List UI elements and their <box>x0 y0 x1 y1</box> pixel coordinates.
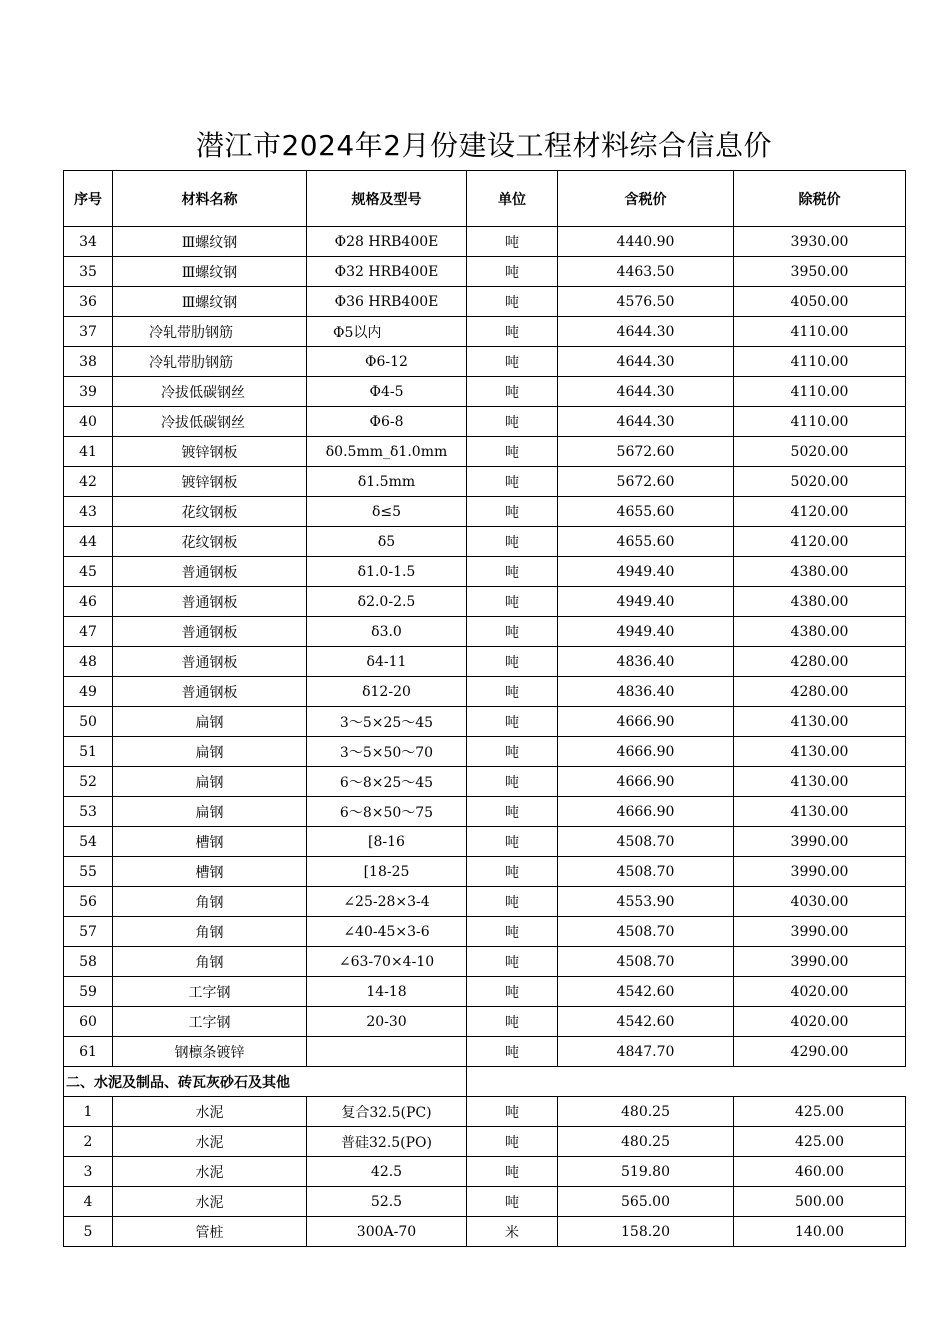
price-tax-cell: 4508.70 <box>558 827 734 857</box>
material-cell: 镀锌钢板 <box>113 467 307 497</box>
unit-cell: 吨 <box>467 317 558 347</box>
price-notax-cell: 425.00 <box>734 1097 906 1127</box>
price-tax-cell: 4644.30 <box>558 407 734 437</box>
spec-cell: [8-16 <box>307 827 467 857</box>
table-header-row <box>64 171 906 227</box>
table-row <box>64 797 906 827</box>
seq-cell: 58 <box>64 947 113 977</box>
material-cell: 冷轧带肋钢筋 <box>113 317 307 347</box>
unit-cell: 吨 <box>467 257 558 287</box>
price-tax-cell: 4576.50 <box>558 287 734 317</box>
seq-cell: 56 <box>64 887 113 917</box>
spec-cell: δ2.0-2.5 <box>307 587 467 617</box>
table-row <box>64 887 906 917</box>
price-notax-cell: 4380.00 <box>734 587 906 617</box>
material-cell: Ⅲ螺纹钢 <box>113 257 307 287</box>
material-cell: 花纹钢板 <box>113 527 307 557</box>
spec-cell: 14-18 <box>307 977 467 1007</box>
price-tax-cell: 158.20 <box>558 1217 734 1247</box>
seq-cell: 40 <box>64 407 113 437</box>
spec-cell: ∠63-70×4-10 <box>307 947 467 977</box>
material-cell: 水泥 <box>113 1187 307 1217</box>
price-notax-cell: 3930.00 <box>734 227 906 257</box>
unit-cell: 吨 <box>467 1157 558 1187</box>
price-notax-cell: 4110.00 <box>734 347 906 377</box>
seq-cell: 53 <box>64 797 113 827</box>
price-notax-cell: 4020.00 <box>734 977 906 1007</box>
table-row <box>64 1097 906 1127</box>
table-row <box>64 287 906 317</box>
seq-cell: 50 <box>64 707 113 737</box>
price-tax-cell: 4655.60 <box>558 497 734 527</box>
table-row <box>64 677 906 707</box>
spec-cell: δ0.5mm_δ1.0mm <box>307 437 467 467</box>
header-material: 材料名称 <box>113 171 307 227</box>
header-price-tax: 含税价 <box>558 171 734 227</box>
table-row <box>64 437 906 467</box>
spec-cell: 普硅32.5(PO) <box>307 1127 467 1157</box>
material-cell: 花纹钢板 <box>113 497 307 527</box>
unit-cell: 吨 <box>467 407 558 437</box>
spec-cell: [18-25 <box>307 857 467 887</box>
spec-cell: ∠40-45×3-6 <box>307 917 467 947</box>
price-notax-cell: 4050.00 <box>734 287 906 317</box>
unit-cell: 吨 <box>467 497 558 527</box>
price-notax-cell: 4110.00 <box>734 317 906 347</box>
section-heading: 二、水泥及制品、砖瓦灰砂石及其他 <box>64 1067 467 1097</box>
unit-cell: 吨 <box>467 677 558 707</box>
material-cell: 冷拔低碳钢丝 <box>113 407 307 437</box>
unit-cell: 吨 <box>467 1187 558 1217</box>
material-cell: 角钢 <box>113 947 307 977</box>
price-tax-cell: 4836.40 <box>558 647 734 677</box>
spec-cell: Φ36 HRB400E <box>307 287 467 317</box>
unit-cell: 吨 <box>467 857 558 887</box>
seq-cell: 48 <box>64 647 113 677</box>
table-row <box>64 377 906 407</box>
spec-cell: 6～8×25～45 <box>307 767 467 797</box>
price-tax-cell: 565.00 <box>558 1187 734 1217</box>
material-cell: 水泥 <box>113 1157 307 1187</box>
seq-cell: 54 <box>64 827 113 857</box>
spec-cell: Φ6-8 <box>307 407 467 437</box>
seq-cell: 4 <box>64 1187 113 1217</box>
table-row <box>64 557 906 587</box>
price-tax-cell: 480.25 <box>558 1127 734 1157</box>
table-row <box>64 767 906 797</box>
unit-cell: 吨 <box>467 227 558 257</box>
seq-cell: 37 <box>64 317 113 347</box>
price-tax-cell: 5672.60 <box>558 437 734 467</box>
material-cell: 扁钢 <box>113 767 307 797</box>
price-tax-cell: 4655.60 <box>558 527 734 557</box>
price-tax-cell: 4949.40 <box>558 587 734 617</box>
spec-cell: δ3.0 <box>307 617 467 647</box>
price-notax-cell: 460.00 <box>734 1157 906 1187</box>
price-notax-cell: 3950.00 <box>734 257 906 287</box>
page-title: 潜江市2024年2月份建设工程材料综合信息价 <box>195 129 773 162</box>
price-tax-cell: 4508.70 <box>558 857 734 887</box>
unit-cell: 吨 <box>467 527 558 557</box>
spec-cell: δ5 <box>307 527 467 557</box>
seq-cell: 3 <box>64 1157 113 1187</box>
price-tax-cell: 480.25 <box>558 1097 734 1127</box>
spec-cell: 6～8×50～75 <box>307 797 467 827</box>
price-tax-cell: 4847.70 <box>558 1037 734 1067</box>
unit-cell: 吨 <box>467 587 558 617</box>
spec-cell: 52.5 <box>307 1187 467 1217</box>
price-notax-cell: 4380.00 <box>734 617 906 647</box>
price-tax-cell: 4644.30 <box>558 347 734 377</box>
price-tax-cell: 4463.50 <box>558 257 734 287</box>
price-notax-cell: 3990.00 <box>734 917 906 947</box>
section-blank <box>467 1067 906 1097</box>
seq-cell: 47 <box>64 617 113 647</box>
spec-cell: 300A-70 <box>307 1217 467 1247</box>
price-tax-cell: 5672.60 <box>558 467 734 497</box>
material-cell: Ⅲ螺纹钢 <box>113 227 307 257</box>
price-notax-cell: 4280.00 <box>734 677 906 707</box>
seq-cell: 44 <box>64 527 113 557</box>
material-cell: 普通钢板 <box>113 587 307 617</box>
seq-cell: 5 <box>64 1217 113 1247</box>
material-cell: 镀锌钢板 <box>113 437 307 467</box>
material-cell: 普通钢板 <box>113 557 307 587</box>
spec-cell <box>307 1037 467 1067</box>
seq-cell: 35 <box>64 257 113 287</box>
price-notax-cell: 5020.00 <box>734 467 906 497</box>
table-row <box>64 467 906 497</box>
price-notax-cell: 4380.00 <box>734 557 906 587</box>
price-notax-cell: 4130.00 <box>734 737 906 767</box>
seq-cell: 59 <box>64 977 113 1007</box>
price-notax-cell: 4130.00 <box>734 707 906 737</box>
spec-cell: 42.5 <box>307 1157 467 1187</box>
spec-cell: Φ4-5 <box>307 377 467 407</box>
material-cell: 普通钢板 <box>113 677 307 707</box>
seq-cell: 51 <box>64 737 113 767</box>
table-row <box>64 317 906 347</box>
seq-cell: 52 <box>64 767 113 797</box>
unit-cell: 吨 <box>467 287 558 317</box>
material-cell: 冷拔低碳钢丝 <box>113 377 307 407</box>
table-row <box>64 917 906 947</box>
seq-cell: 1 <box>64 1097 113 1127</box>
seq-cell: 46 <box>64 587 113 617</box>
spec-cell: Φ28 HRB400E <box>307 227 467 257</box>
spec-cell: Φ32 HRB400E <box>307 257 467 287</box>
spec-cell: δ≤5 <box>307 497 467 527</box>
table-row <box>64 527 906 557</box>
table-row <box>64 617 906 647</box>
unit-cell: 吨 <box>467 1037 558 1067</box>
section-row <box>64 1067 906 1097</box>
seq-cell: 41 <box>64 437 113 467</box>
material-cell: 角钢 <box>113 887 307 917</box>
price-tax-cell: 4666.90 <box>558 707 734 737</box>
spec-cell: 复合32.5(PC) <box>307 1097 467 1127</box>
spec-cell: δ12-20 <box>307 677 467 707</box>
material-cell: 普通钢板 <box>113 647 307 677</box>
spec-cell: δ4-11 <box>307 647 467 677</box>
price-tax-cell: 4644.30 <box>558 377 734 407</box>
table-row <box>64 1127 906 1157</box>
header-price-notax: 除税价 <box>734 171 906 227</box>
seq-cell: 38 <box>64 347 113 377</box>
table-row <box>64 227 906 257</box>
unit-cell: 吨 <box>467 647 558 677</box>
price-notax-cell: 4030.00 <box>734 887 906 917</box>
price-notax-cell: 4110.00 <box>734 407 906 437</box>
table-row <box>64 587 906 617</box>
table-row <box>64 737 906 767</box>
table-row <box>64 647 906 677</box>
spec-cell: Φ6-12 <box>307 347 467 377</box>
material-cell: 扁钢 <box>113 707 307 737</box>
price-tax-cell: 4949.40 <box>558 617 734 647</box>
material-cell: 工字钢 <box>113 1007 307 1037</box>
price-notax-cell: 4280.00 <box>734 647 906 677</box>
price-notax-cell: 4120.00 <box>734 497 906 527</box>
spec-cell: 3～5×25～45 <box>307 707 467 737</box>
material-cell: 角钢 <box>113 917 307 947</box>
price-notax-cell: 5020.00 <box>734 437 906 467</box>
spec-cell: ∠25-28×3-4 <box>307 887 467 917</box>
price-notax-cell: 3990.00 <box>734 857 906 887</box>
unit-cell: 吨 <box>467 377 558 407</box>
unit-cell: 吨 <box>467 437 558 467</box>
price-tax-cell: 4666.90 <box>558 737 734 767</box>
price-tax-cell: 4508.70 <box>558 947 734 977</box>
seq-cell: 39 <box>64 377 113 407</box>
price-notax-cell: 4130.00 <box>734 797 906 827</box>
seq-cell: 42 <box>64 467 113 497</box>
material-cell: 冷轧带肋钢筋 <box>113 347 307 377</box>
seq-cell: 55 <box>64 857 113 887</box>
table-row <box>64 827 906 857</box>
seq-cell: 2 <box>64 1127 113 1157</box>
material-cell: 扁钢 <box>113 737 307 767</box>
unit-cell: 吨 <box>467 617 558 647</box>
material-cell: 扁钢 <box>113 797 307 827</box>
material-cell: 管桩 <box>113 1217 307 1247</box>
price-tax-cell: 4508.70 <box>558 917 734 947</box>
unit-cell: 吨 <box>467 797 558 827</box>
price-tax-cell: 4949.40 <box>558 557 734 587</box>
spec-cell: 20-30 <box>307 1007 467 1037</box>
price-notax-cell: 500.00 <box>734 1187 906 1217</box>
price-notax-cell: 425.00 <box>734 1127 906 1157</box>
price-tax-cell: 519.80 <box>558 1157 734 1187</box>
table-row <box>64 1007 906 1037</box>
header-unit: 单位 <box>467 171 558 227</box>
price-notax-cell: 4130.00 <box>734 767 906 797</box>
header-seq: 序号 <box>64 171 113 227</box>
table-row <box>64 977 906 1007</box>
seq-cell: 43 <box>64 497 113 527</box>
material-cell: 水泥 <box>113 1127 307 1157</box>
table-row <box>64 407 906 437</box>
price-tax-cell: 4542.60 <box>558 977 734 1007</box>
unit-cell: 吨 <box>467 467 558 497</box>
material-cell: Ⅲ螺纹钢 <box>113 287 307 317</box>
header-spec: 规格及型号 <box>307 171 467 227</box>
table-row <box>64 1187 906 1217</box>
price-tax-cell: 4440.90 <box>558 227 734 257</box>
spec-cell: δ1.0-1.5 <box>307 557 467 587</box>
unit-cell: 吨 <box>467 707 558 737</box>
table-row <box>64 257 906 287</box>
unit-cell: 吨 <box>467 887 558 917</box>
price-tax-cell: 4644.30 <box>558 317 734 347</box>
table-row <box>64 857 906 887</box>
unit-cell: 吨 <box>467 1127 558 1157</box>
seq-cell: 61 <box>64 1037 113 1067</box>
unit-cell: 吨 <box>467 977 558 1007</box>
unit-cell: 吨 <box>467 737 558 767</box>
price-tax-cell: 4553.90 <box>558 887 734 917</box>
material-cell: 槽钢 <box>113 857 307 887</box>
price-notax-cell: 140.00 <box>734 1217 906 1247</box>
spec-cell: 3～5×50～70 <box>307 737 467 767</box>
price-tax-cell: 4836.40 <box>558 677 734 707</box>
price-notax-cell: 3990.00 <box>734 827 906 857</box>
price-notax-cell: 3990.00 <box>734 947 906 977</box>
seq-cell: 45 <box>64 557 113 587</box>
spec-cell: Φ5以内 <box>307 317 467 347</box>
spec-cell: δ1.5mm <box>307 467 467 497</box>
unit-cell: 吨 <box>467 827 558 857</box>
price-notax-cell: 4290.00 <box>734 1037 906 1067</box>
table-row <box>64 947 906 977</box>
price-tax-cell: 4666.90 <box>558 797 734 827</box>
unit-cell: 吨 <box>467 947 558 977</box>
table-row <box>64 1037 906 1067</box>
seq-cell: 57 <box>64 917 113 947</box>
unit-cell: 吨 <box>467 767 558 797</box>
seq-cell: 49 <box>64 677 113 707</box>
unit-cell: 吨 <box>467 347 558 377</box>
seq-cell: 60 <box>64 1007 113 1037</box>
table-row <box>64 707 906 737</box>
material-cell: 钢檩条镀锌 <box>113 1037 307 1067</box>
material-cell: 工字钢 <box>113 977 307 1007</box>
table-row <box>64 347 906 377</box>
table-row <box>64 1217 906 1247</box>
material-cell: 槽钢 <box>113 827 307 857</box>
material-cell: 水泥 <box>113 1097 307 1127</box>
unit-cell: 米 <box>467 1217 558 1247</box>
seq-cell: 36 <box>64 287 113 317</box>
unit-cell: 吨 <box>467 1097 558 1127</box>
price-notax-cell: 4110.00 <box>734 377 906 407</box>
material-cell: 普通钢板 <box>113 617 307 647</box>
table-row <box>64 497 906 527</box>
unit-cell: 吨 <box>467 917 558 947</box>
unit-cell: 吨 <box>467 557 558 587</box>
unit-cell: 吨 <box>467 1007 558 1037</box>
price-tax-cell: 4542.60 <box>558 1007 734 1037</box>
price-tax-cell: 4666.90 <box>558 767 734 797</box>
table-row <box>64 1157 906 1187</box>
price-notax-cell: 4020.00 <box>734 1007 906 1037</box>
price-table <box>63 170 906 1247</box>
price-notax-cell: 4120.00 <box>734 527 906 557</box>
seq-cell: 34 <box>64 227 113 257</box>
